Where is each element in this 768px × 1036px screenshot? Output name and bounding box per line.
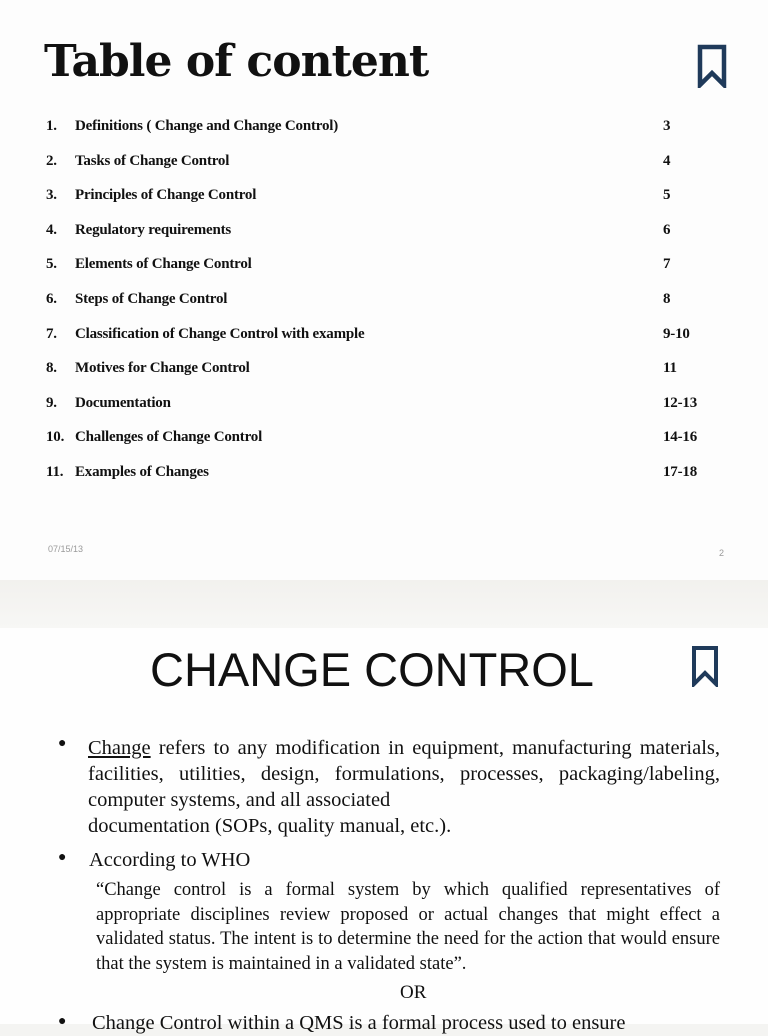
toc-item-page: 14-16 bbox=[663, 429, 697, 446]
toc-item-number: 11. bbox=[46, 463, 64, 480]
toc-item-page: 11 bbox=[663, 360, 677, 377]
toc-item[interactable] bbox=[46, 324, 726, 359]
toc-item-number: 10. bbox=[46, 429, 65, 446]
footer-date: 07/15/13 bbox=[48, 544, 84, 554]
toc-item-page: 8 bbox=[663, 290, 671, 307]
toc-item[interactable] bbox=[46, 289, 726, 324]
bullet-dot: ● bbox=[58, 850, 67, 865]
slide-gap bbox=[0, 580, 768, 628]
bookmark-icon[interactable] bbox=[696, 44, 728, 88]
toc-item-label: Principles of Change Control bbox=[75, 187, 257, 204]
toc-item[interactable] bbox=[46, 427, 726, 462]
toc-item-number: 4. bbox=[46, 221, 57, 238]
toc-item-number: 6. bbox=[46, 290, 57, 307]
toc-item-label: Definitions ( Change and Change Control) bbox=[75, 118, 339, 134]
toc-item-number: 2. bbox=[46, 152, 57, 169]
toc-item-page: 9-10 bbox=[663, 325, 690, 342]
toc-item-number: 1. bbox=[46, 118, 57, 134]
toc-item-label: Classification of Change Control with example bbox=[75, 325, 365, 342]
term-change: Change bbox=[88, 737, 151, 759]
bullet-dot: ● bbox=[58, 736, 67, 751]
toc-item[interactable] bbox=[46, 220, 726, 255]
toc-item-label: Regulatory requirements bbox=[75, 221, 232, 238]
toc-item-number: 8. bbox=[46, 360, 57, 377]
toc-item-page: 12-13 bbox=[663, 394, 697, 411]
toc-item-page: 3 bbox=[663, 118, 671, 134]
toc-item-page: 7 bbox=[663, 256, 671, 273]
bullet-dot: ● bbox=[58, 1014, 67, 1029]
toc-item-label: Documentation bbox=[75, 394, 171, 411]
toc-item-label: Steps of Change Control bbox=[75, 290, 228, 307]
toc-list bbox=[46, 116, 726, 497]
change-definition-last-line: documentation (SOPs, quality manual, etc.). bbox=[88, 815, 452, 837]
toc-item-page: 5 bbox=[663, 187, 671, 204]
toc-item-page: 17-18 bbox=[663, 463, 697, 480]
bullet-who: According to WHO bbox=[89, 849, 251, 871]
change-definition-text: refers to any modification in equipment, manufacturing materials, facilities, utilities, design, formulations, processes, packaging/labeling, computer systems, and all associated bbox=[88, 737, 720, 811]
toc-item[interactable] bbox=[46, 254, 726, 289]
toc-item-page: 4 bbox=[663, 152, 671, 169]
toc-item[interactable] bbox=[46, 393, 726, 428]
footer-page-number: 2 bbox=[719, 548, 725, 558]
toc-item-number: 3. bbox=[46, 187, 57, 204]
toc-item-number: 5. bbox=[46, 256, 57, 273]
toc-item[interactable] bbox=[46, 462, 726, 497]
toc-item-number: 9. bbox=[46, 394, 57, 411]
toc-item-label: Challenges of Change Control bbox=[75, 429, 263, 446]
toc-item[interactable] bbox=[46, 358, 726, 393]
toc-item-label: Elements of Change Control bbox=[75, 256, 252, 273]
who-quote: “Change control is a formal system by which qualified representatives of appropriate disciplines review proposed or actual changes that might effect a validated status. The intent is to determine the need for the action that would ensure that the system is maintained in a validated state”. bbox=[96, 880, 720, 974]
bullet-change-definition bbox=[88, 735, 720, 839]
bookmark-icon[interactable] bbox=[690, 645, 720, 687]
toc-item-label: Examples of Changes bbox=[75, 463, 209, 480]
toc-item-label: Motives for Change Control bbox=[75, 360, 250, 377]
toc-item-page: 6 bbox=[663, 221, 671, 238]
toc-title: Table of content bbox=[44, 36, 429, 87]
toc-item[interactable] bbox=[46, 185, 726, 220]
toc-item-label: Tasks of Change Control bbox=[75, 152, 230, 169]
slide-title: CHANGE CONTROL bbox=[150, 643, 594, 696]
toc-item-number: 7. bbox=[46, 325, 57, 342]
toc-item[interactable] bbox=[46, 116, 726, 151]
bullet-qms: Change Control within a QMS is a formal process used to ensure bbox=[92, 1012, 626, 1034]
toc-item[interactable] bbox=[46, 151, 726, 186]
or-separator: OR bbox=[400, 982, 427, 1003]
